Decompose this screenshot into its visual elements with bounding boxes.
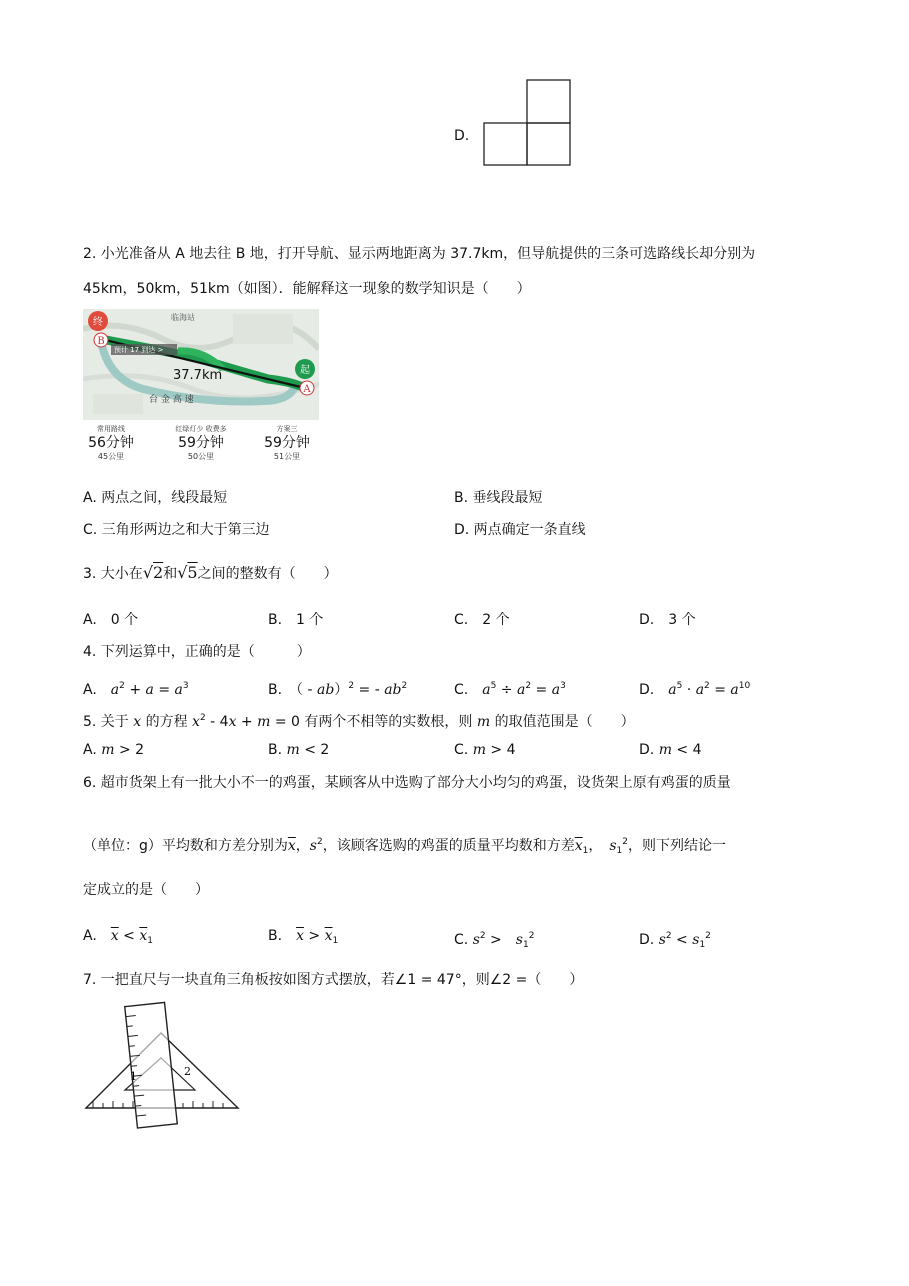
q5-option-c: C. m > 4 (454, 742, 516, 758)
q2-navigation-map (83, 309, 319, 420)
q6-stem-line2: （单位：g）平均数和方差分别为$\overline{x}$，$s^2$，该顾客选购的鸡蛋的质量平均数和方差$\overline{x}_1$， $s_1^2$，则下列结论一 (83, 837, 727, 856)
map-place-label: 临海站 (171, 313, 195, 322)
route-caption: 常用路线 (97, 425, 125, 433)
q4-option-c: C. $a^5 \div a^2 = a^3$ (454, 681, 566, 698)
q2-option-c: C. 三角形两边之和大于第三边 (83, 522, 270, 538)
map-start-badge: 起 (300, 365, 310, 376)
route-caption: 方案三 (276, 425, 298, 433)
q5-option-b: B. m < 2 (268, 742, 330, 758)
sqrt-5: √5 (177, 563, 198, 582)
map-point-b: B (97, 336, 105, 347)
map-road-label: 台 金 高 速 (149, 395, 194, 405)
q1-option-d-figure (480, 78, 575, 168)
q2-option-b: B. 垂线段最短 (454, 490, 543, 506)
q3-stem (83, 563, 338, 584)
q7-stem: 7. 一把直尺与一块直角三角板按如图方式摆放，若∠1 = 47°，则∠2 =（ ） (83, 972, 584, 988)
q5-option-d: D. m < 4 (639, 742, 702, 758)
q4-option-d: D. $a^5 \cdot a^2 = a^{10}$ (639, 681, 751, 698)
q2-option-d: D. 两点确定一条直线 (454, 522, 586, 538)
map-end-badge: 终 (93, 317, 103, 328)
q3-option-d: D. 3 个 (639, 612, 696, 628)
route-distance: 45公里 (97, 452, 125, 461)
route-time: 59分钟 (264, 435, 310, 451)
route-time: 59分钟 (178, 435, 224, 451)
route-caption: 红绿灯少 收费多 (175, 425, 227, 433)
route-option-1 (71, 424, 151, 462)
q6-option-b: B. $\overline{x} > \overline{x}_1$ (268, 928, 339, 946)
q3-option-a: A. 0 个 (83, 612, 139, 628)
map-eta-label: 预计 17 到达 > (114, 346, 164, 354)
q3-prefix: 3. 大小在 (83, 566, 143, 582)
q6-option-a: A. $\overline{x} < \overline{x}_1$ (83, 928, 153, 946)
q3-option-c: C. 2 个 (454, 612, 510, 628)
q4-option-a: A. $a^2 + a = a^3$ (83, 681, 189, 698)
q6-stem-line1: 6. 超市货架上有一批大小不一的鸡蛋，某顾客从中选购了部分大小均匀的鸡蛋，设货架上原有鸡蛋的质量 (83, 775, 731, 791)
q7-ruler-triangle-figure (83, 1000, 243, 1130)
q6-option-c: C. $s^2$ > $s_1^2$ (454, 931, 535, 950)
route-option-3 (247, 424, 327, 462)
map-point-a: A (303, 384, 311, 395)
q4-option-b: B. （ - ab）$^2$ = - $ab^2$ (268, 681, 408, 698)
map-distance-label: 37.7km (173, 368, 223, 383)
q4-stem: 4. 下列运算中，正确的是（ ） (83, 644, 311, 660)
route-distance: 50公里 (187, 452, 215, 461)
q3-option-b: B. 1 个 (268, 612, 324, 628)
route-time: 56分钟 (88, 435, 134, 451)
q2-stem-line1: 2. 小光准备从 A 地去往 B 地，打开导航、显示两地距离为 37.7km，但导航提供的三条可选路线长却分别为 (83, 246, 756, 262)
route-option-2 (161, 424, 241, 462)
q6-stem-line3: 定成立的是（ ） (83, 882, 209, 898)
q5-option-a: A. m > 2 (83, 742, 145, 758)
q1-option-d-label: D. (454, 128, 470, 144)
angle-1-label: 1 (130, 1070, 137, 1083)
angle-2-label: 2 (184, 1065, 191, 1078)
q2-option-a: A. 两点之间，线段最短 (83, 490, 228, 506)
q2-stem-line2: 45km，50km，51km（如图）．能解释这一现象的数学知识是（ ） (83, 281, 531, 297)
q6-option-d: D. $s^2 < s_1^2$ (639, 931, 711, 950)
route-distance: 51公里 (273, 452, 301, 461)
q3-suffix: 之间的整数有（ ） (197, 566, 338, 582)
sqrt-2: √2 (142, 563, 164, 582)
q5-stem: 5. 关于 x 的方程 $x^2 - 4x + m = 0$ 有两个不相等的实数根，则 m 的取值范围是（ ） (83, 713, 635, 730)
q3-mid: 和 (163, 566, 178, 582)
